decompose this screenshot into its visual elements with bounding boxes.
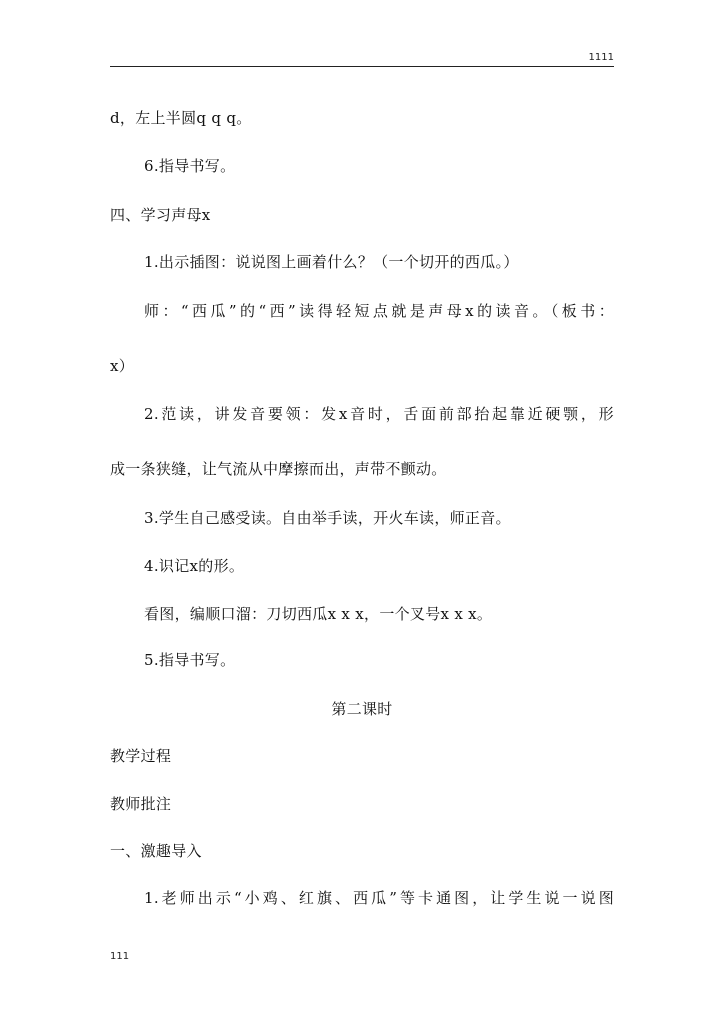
header-rule [110,66,614,67]
text-line: 4.识记x的形。 [144,557,245,575]
header-page-number: 1111 [588,52,614,63]
text-line: d，左上半圆q q q。 [110,109,252,127]
section-heading: 教师批注 [110,795,172,813]
section-heading: 四、学习声母x [110,206,211,224]
text-line: 师：“西瓜”的“西”读得轻短点就是声母x的读音。（板书： [144,302,614,320]
footer-page-number: 111 [110,951,130,962]
text-line: x） [110,357,135,375]
section-heading: 一、激趣导入 [110,842,202,860]
text-line: 1.老师出示“小鸡、红旗、西瓜”等卡通图，让学生说一说图 [144,889,614,907]
text-line: 看图，编顺口溜：刀切西瓜x x x，一个叉号x x x。 [144,605,493,623]
text-line: 3.学生自己感受读。自由举手读，开火车读，师正音。 [144,509,511,527]
lesson-title: 第二课时 [331,700,393,718]
section-heading: 教学过程 [110,747,172,765]
text-line: 成一条狭缝，让气流从中摩擦而出，声带不颤动。 [110,460,447,478]
text-line: 1.出示插图：说说图上画着什么？（一个切开的西瓜。） [144,253,519,271]
text-line: 5.指导书写。 [144,651,236,669]
text-line: 6.指导书写。 [144,157,236,175]
text-line: 2.范读，讲发音要领：发x音时，舌面前部抬起靠近硬颚，形 [144,405,614,423]
